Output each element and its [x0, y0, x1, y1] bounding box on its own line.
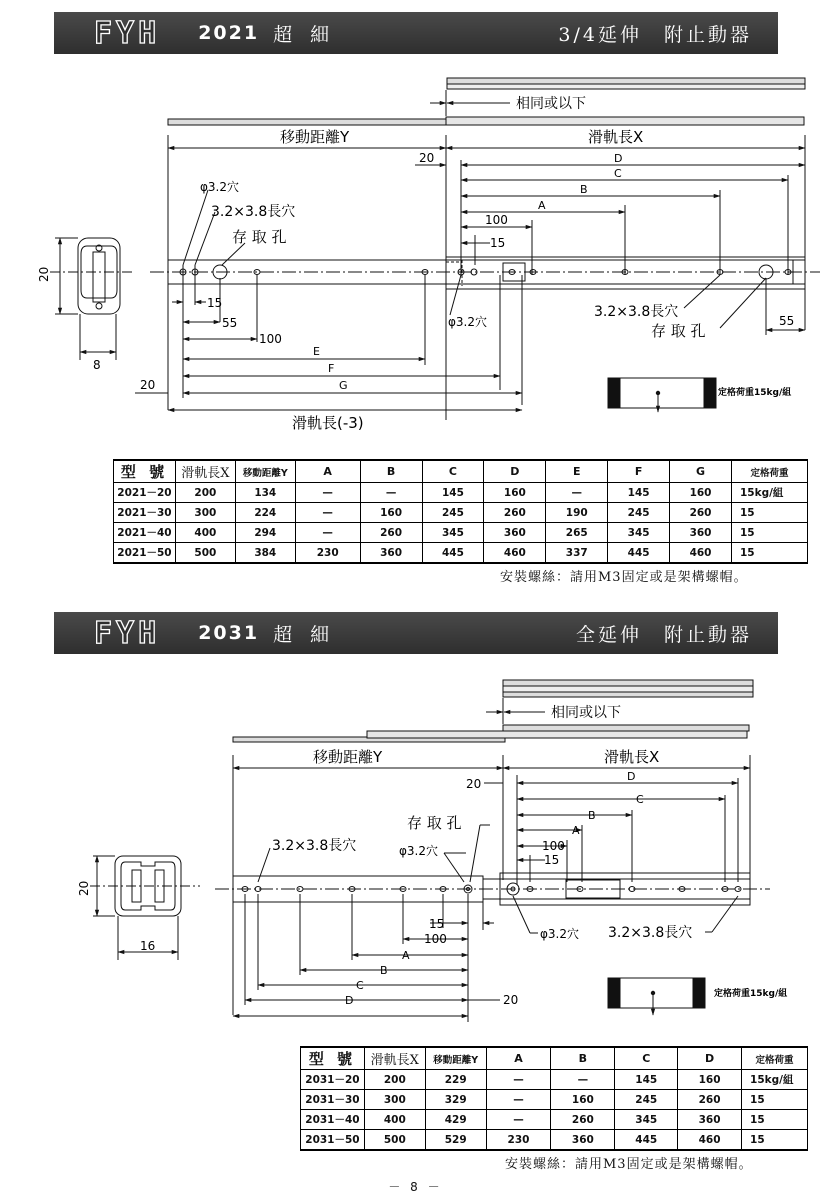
access-hole-label: 存 取 孔: [407, 814, 462, 832]
table-cell: 345: [615, 1110, 678, 1130]
table-header-row: [114, 460, 808, 483]
dim-A-bottom: A: [402, 949, 410, 962]
table-cell: 260: [670, 503, 732, 523]
table-cell: —: [360, 483, 422, 503]
slot-label: 3.2×3.8長穴: [211, 204, 296, 220]
table-cell: 245: [615, 1090, 678, 1110]
table-cell: 15kg/組: [742, 1070, 808, 1090]
slot-left-label: 3.2×3.8長穴: [272, 838, 357, 854]
dim-100-bottom: 100: [424, 932, 447, 946]
dim-8: 8: [93, 358, 101, 372]
table-cell: 15: [731, 503, 807, 523]
table-cell: 260: [360, 523, 422, 543]
dim-C-bottom: C: [356, 979, 364, 992]
dim-100-bottom: 100: [259, 332, 282, 346]
table-cell: 15: [742, 1130, 808, 1151]
header-cell: B: [551, 1047, 615, 1070]
access-hole-label: 存 取 孔: [232, 228, 287, 246]
table-cell: 224: [235, 503, 295, 523]
load-point-icon: [656, 391, 660, 395]
table-cell: 445: [422, 543, 484, 564]
table-cell: 300: [175, 503, 235, 523]
table-cell: 2021－50: [114, 543, 176, 564]
table-cell: 460: [670, 543, 732, 564]
table-cell: 460: [678, 1130, 742, 1151]
dim-A: A: [538, 199, 546, 212]
dim-20-top: 20: [419, 151, 435, 165]
extension-type: 全延伸 附止動器: [575, 623, 752, 646]
dim-D: D: [614, 152, 623, 165]
table-cell: 15: [742, 1110, 808, 1130]
table-row: [301, 1090, 808, 1110]
table-cell: 160: [360, 503, 422, 523]
table-cell: 2031－20: [301, 1070, 365, 1090]
table-cell: 345: [422, 523, 484, 543]
dim-D: D: [627, 770, 636, 783]
table-header-row: [301, 1047, 808, 1070]
model-subtitle: 超 細: [273, 23, 336, 46]
table-cell: 260: [484, 503, 546, 523]
dim-B-bottom: B: [380, 964, 388, 977]
table-cell: 230: [486, 1130, 551, 1151]
table-cell: 529: [425, 1130, 486, 1151]
header-cell: C: [422, 460, 484, 483]
table-cell: 245: [608, 503, 670, 523]
table-cell: 400: [175, 523, 235, 543]
section-banner-2021: [54, 12, 778, 54]
table-cell: 200: [175, 483, 235, 503]
table-cell: 229: [425, 1070, 486, 1090]
load-rating-label: 定格荷重15kg/組: [714, 989, 788, 999]
dim-B: B: [588, 809, 596, 822]
table-cell: 230: [295, 543, 360, 564]
table-cell: 2031－40: [301, 1110, 365, 1130]
hole-32-left-label: φ3.2穴: [399, 844, 439, 858]
table-row: [114, 503, 808, 523]
table-cell: —: [295, 523, 360, 543]
fyh-logo: FYH: [94, 615, 161, 651]
table-cell: 190: [546, 503, 608, 523]
hole-32-label: φ3.2穴: [200, 180, 240, 194]
dim-100: 100: [542, 839, 565, 853]
table-row: [114, 523, 808, 543]
dim-C: C: [636, 793, 644, 806]
header-cell: 型 號: [114, 460, 176, 483]
access-hole-right-label: 存 取 孔: [651, 322, 706, 340]
table-cell: 460: [484, 543, 546, 564]
dim-16: 16: [140, 939, 156, 953]
table-cell: —: [551, 1070, 615, 1090]
table-cell: 500: [175, 543, 235, 564]
header-cell: D: [484, 460, 546, 483]
dim-D-bottom: D: [345, 994, 354, 1007]
table-cell: 337: [546, 543, 608, 564]
model-number: 2021: [198, 22, 260, 44]
table-row: [301, 1130, 808, 1151]
table-cell: 360: [670, 523, 732, 543]
table-cell: 160: [551, 1090, 615, 1110]
dim-20-side: 20: [77, 880, 91, 896]
table-cell: —: [546, 483, 608, 503]
dim-F: F: [328, 362, 335, 375]
header-cell: D: [678, 1047, 742, 1070]
table-cell: 300: [364, 1090, 425, 1110]
table-cell: 500: [364, 1130, 425, 1151]
model-number: 2031: [198, 622, 260, 644]
table-cell: 329: [425, 1090, 486, 1110]
slide-x-label: 滑軌長X: [604, 748, 660, 766]
dim-15: 15: [544, 853, 560, 867]
table-cell: 294: [235, 523, 295, 543]
slide-x-label: 滑軌長X: [588, 128, 644, 146]
table-cell: 260: [551, 1110, 615, 1130]
table-cell: —: [295, 503, 360, 523]
page-number: － 8 －: [388, 1180, 443, 1194]
table-cell: 15kg/組: [731, 483, 807, 503]
spec-table-2031: [300, 1046, 808, 1151]
table-cell: 2021－20: [114, 483, 176, 503]
drawing-2031: [0, 670, 831, 1050]
header-cell: A: [295, 460, 360, 483]
dim-15: 15: [490, 236, 506, 250]
header-cell: 定格荷重: [731, 460, 807, 483]
dim-15-bottom: 15: [429, 917, 445, 931]
header-cell: 定格荷重: [742, 1047, 808, 1070]
travel-y-label: 移動距離Y: [313, 748, 383, 766]
dim-A: A: [572, 824, 580, 837]
table-cell: 384: [235, 543, 295, 564]
table-cell: 360: [678, 1110, 742, 1130]
table-cell: 345: [608, 523, 670, 543]
table-cell: 134: [235, 483, 295, 503]
table-cell: 2031－30: [301, 1090, 365, 1110]
load-rating-label: 定格荷重15kg/組: [718, 388, 792, 398]
dim-B: B: [580, 183, 588, 196]
dim-15-bottom: 15: [207, 296, 223, 310]
table-cell: —: [486, 1110, 551, 1130]
dim-20-side: 20: [37, 266, 51, 282]
travel-y-label: 移動距離Y: [280, 128, 350, 146]
header-cell: 型 號: [301, 1047, 365, 1070]
load-point-icon: [651, 991, 655, 995]
table-cell: 145: [615, 1070, 678, 1090]
table-cell: 160: [484, 483, 546, 503]
table-cell: —: [486, 1090, 551, 1110]
table-cell: —: [295, 483, 360, 503]
table-cell: 265: [546, 523, 608, 543]
header-cell: 移動距離Y: [425, 1047, 486, 1070]
hole-32-right-label: φ3.2穴: [540, 927, 580, 941]
header-cell: G: [670, 460, 732, 483]
same-or-less-label: 相同或以下: [516, 96, 586, 112]
header-cell: E: [546, 460, 608, 483]
table-cell: 145: [422, 483, 484, 503]
dim-E: E: [313, 345, 320, 358]
table-cell: 260: [678, 1090, 742, 1110]
dim-20-left: 20: [140, 378, 156, 392]
header-cell: C: [615, 1047, 678, 1070]
install-note-2031: 安裝螺絲：請用M3固定或是架構螺帽。: [505, 1157, 753, 1172]
table-cell: 15: [742, 1090, 808, 1110]
table-cell: 200: [364, 1070, 425, 1090]
dim-55-right: 55: [779, 314, 795, 328]
table-row: [301, 1070, 808, 1090]
table-row: [114, 543, 808, 564]
table-cell: 245: [422, 503, 484, 523]
slot-right-label: 3.2×3.8長穴: [594, 304, 679, 320]
dim-G: G: [339, 379, 348, 392]
fyh-logo: FYH: [94, 15, 161, 51]
header-cell: A: [486, 1047, 551, 1070]
header-cell: B: [360, 460, 422, 483]
slide-minus3-label: 滑軌長(-3): [292, 414, 364, 432]
table-cell: 445: [608, 543, 670, 564]
dim-C: C: [614, 167, 622, 180]
table-cell: 400: [364, 1110, 425, 1130]
table-cell: 160: [670, 483, 732, 503]
header-cell: F: [608, 460, 670, 483]
table-cell: 160: [678, 1070, 742, 1090]
drawing-2021: [0, 60, 831, 500]
header-cell: 滑軌長X: [364, 1047, 425, 1070]
table-cell: 429: [425, 1110, 486, 1130]
table-row: [301, 1110, 808, 1130]
same-or-less-label: 相同或以下: [551, 705, 621, 721]
dim-20-bottom: 20: [503, 993, 519, 1007]
dim-20-top: 20: [466, 777, 482, 791]
dim-55: 55: [222, 316, 238, 330]
slot-right-label: 3.2×3.8長穴: [608, 925, 693, 941]
install-note-2021: 安裝螺絲：請用M3固定或是架構螺帽。: [500, 570, 748, 585]
extension-type: 3/4延伸 附止動器: [558, 23, 752, 46]
table-cell: —: [486, 1070, 551, 1090]
dim-100: 100: [485, 213, 508, 227]
table-cell: 445: [615, 1130, 678, 1151]
table-cell: 15: [731, 543, 807, 564]
model-subtitle: 超 細: [273, 623, 336, 646]
table-cell: 15: [731, 523, 807, 543]
table-row: [114, 483, 808, 503]
header-cell: 移動距離Y: [235, 460, 295, 483]
section-banner-2031: [54, 612, 778, 654]
table-cell: 360: [484, 523, 546, 543]
table-cell: 2031－50: [301, 1130, 365, 1151]
table-cell: 360: [360, 543, 422, 564]
table-cell: 145: [608, 483, 670, 503]
table-cell: 2021－30: [114, 503, 176, 523]
table-cell: 360: [551, 1130, 615, 1151]
table-cell: 2021－40: [114, 523, 176, 543]
header-cell: 滑軌長X: [175, 460, 235, 483]
hole-32-right-label: φ3.2穴: [448, 315, 488, 329]
spec-table-2021: [113, 459, 808, 564]
